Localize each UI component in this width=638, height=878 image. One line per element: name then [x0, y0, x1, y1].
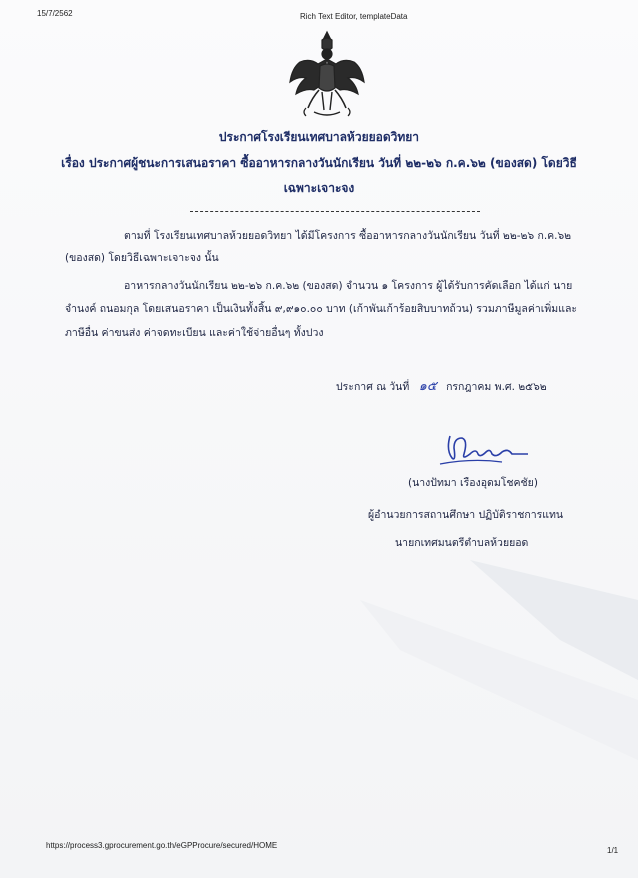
- signatory-name: (นางปัทมา เรืองอุดมโชคชัย): [408, 477, 538, 489]
- signature-icon: [432, 428, 532, 468]
- announcement-title: ประกาศโรงเรียนเทศบาลห้วยยอดวิทยา: [218, 130, 420, 144]
- announcement-subject-cont: เฉพาะเจาะจง: [283, 181, 355, 195]
- announce-date: [336, 375, 547, 396]
- announce-date-day: ๑๕: [418, 379, 437, 394]
- body-paragraph-1: ตามที่ โรงเรียนเทศบาลห้วยยอดวิทยา ได้มีโครงการ ซื้ออาหารกลางวันนักเรียน วันที่ ๒๒-๒๖ ก.ค.๖๒: [124, 230, 572, 242]
- page-number: 1/1: [607, 846, 619, 855]
- garuda-emblem-icon: [286, 28, 368, 124]
- body-paragraph-1-cont: (ของสด) โดยวิธีเฉพาะเจาะจง นั้น: [65, 252, 219, 264]
- body-paragraph-2: อาหารกลางวันนักเรียน ๒๒-๒๖ ก.ค.๖๒ (ของสด) จำนวน ๑ โครงการ ผู้ได้รับการคัดเลือก ได้แก่ นาย: [124, 280, 573, 292]
- announce-date-prefix: ประกาศ ณ วันที่: [336, 381, 410, 393]
- print-header-title: Rich Text Editor, templateData: [300, 12, 408, 21]
- signatory-position-cont: นายกเทศมนตรีตำบลห้วยยอด: [395, 537, 529, 549]
- announcement-subject: เรื่อง ประกาศผู้ชนะการเสนอราคา ซื้ออาหารกลางวันนักเรียน วันที่ ๒๒-๒๖ ก.ค.๖๒ (ของสด) โดยวิธี: [61, 156, 577, 170]
- print-date: 15/7/2562: [37, 9, 73, 18]
- body-paragraph-2-end: ภาษีอื่น ค่าขนส่ง ค่าจดทะเบียน และค่าใช้จ่ายอื่นๆ ทั้งปวง: [65, 327, 324, 339]
- announce-date-suffix: กรกฎาคม พ.ศ. ๒๕๖๒: [446, 381, 547, 393]
- body-paragraph-2-cont: จำนงค์ ถนอมกุล โดยเสนอราคา เป็นเงินทั้งสิ้น ๙,๙๑๐.๐๐ บาท (เก้าพันเก้าร้อยสิบบาทถ้วน) รวมภาษีมูลค่าเพิ่มและ: [65, 303, 578, 315]
- print-footer-url: https://process3.gprocurement.go.th/eGPProcure/secured/HOME: [46, 841, 278, 850]
- separator-line: [190, 211, 480, 212]
- signatory-position: ผู้อำนวยการสถานศึกษา ปฏิบัติราชการแทน: [368, 509, 564, 521]
